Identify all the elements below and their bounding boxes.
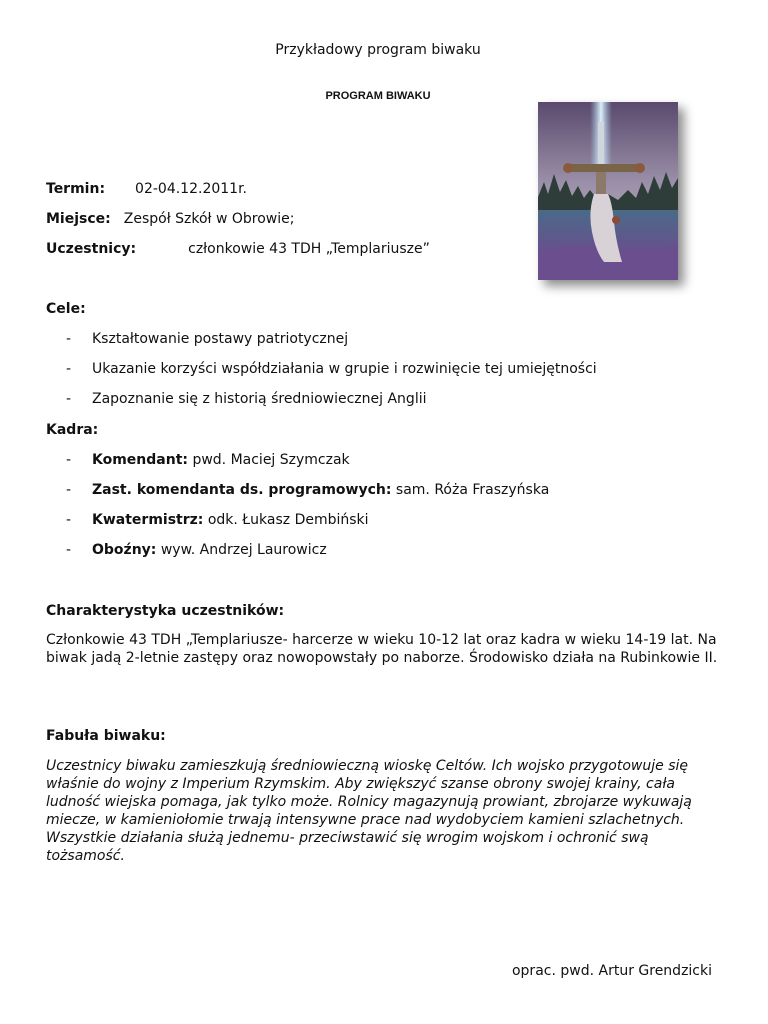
uczestnicy-label: Uczestnicy: [46, 241, 137, 257]
bullet-dash: - [66, 361, 72, 377]
kadra-role: Oboźny: [92, 542, 157, 558]
cele-item [66, 390, 426, 408]
kadra-item [66, 541, 327, 559]
kadra-person: sam. Róża Fraszyńska [395, 482, 550, 498]
kadra-item [66, 511, 369, 529]
fabula-text: Uczestnicy biwaku zamieszkują średniowieczną wioskę Celtów. Ich wojsko przygotowuje się właśnie do wojny z Imperium Rzymskim. Aby zwiększyć szanse obrony swojej krainy, cała ludność wiejska pomaga, jak tylko może. Rolnicy magazynują prowiant, zbrojarze wykuwają miecze, w kamieniołomie trwają intensywne prace nad wydobyciem kamieni szlachetnych. Wszystkie działania służą jednemu- przeciwstawić się wrogim wojskom i ochronić swą tożsamość. [46, 758, 692, 864]
kadra-item [66, 481, 549, 499]
charakterystyka-text: Członkowie 43 TDH „Templariusze- harcerze w wieku 10-12 lat oraz kadra w wieku 14-19 lat. Na biwak jadą 2-letnie zastępy oraz nowopowstały po naborze. Środowisko działa na Rubinkowie II. [46, 632, 718, 666]
kadra-person: odk. Łukasz Dembiński [207, 512, 369, 528]
author-signature: oprac. pwd. Artur Grendzicki [511, 963, 712, 979]
cele-item [66, 360, 597, 378]
kadra-person: wyw. Andrzej Laurowicz [160, 542, 327, 558]
kadra-item [66, 451, 350, 469]
bullet-dash: - [66, 331, 72, 347]
sword-lake-image [538, 102, 678, 280]
uczestnicy-value: członkowie 43 TDH „Templariusze” [188, 241, 430, 257]
termin-label: Termin: [46, 181, 106, 197]
cele-item-text: Zapoznanie się z historią średniowiecznej Anglii [92, 391, 427, 407]
kadra-person: pwd. Maciej Szymczak [192, 452, 350, 468]
cele-heading: Cele: [46, 301, 86, 317]
page-header-title: Przykładowy program biwaku [275, 42, 481, 58]
cele-item-text: Ukazanie korzyści współdziałania w grupie i rozwinięcie tej umiejętności [92, 361, 597, 377]
document-title: PROGRAM BIWAKU [325, 90, 431, 102]
cele-item [66, 330, 348, 348]
miejsce-row [46, 210, 294, 228]
charakterystyka-heading: Charakterystyka uczestników: [46, 603, 285, 619]
kadra-heading: Kadra: [46, 422, 99, 438]
bullet-dash: - [66, 542, 72, 558]
kadra-role: Kwatermistrz: [92, 512, 204, 528]
kadra-role: Zast. komendanta ds. programowych: [92, 482, 392, 498]
termin-value: 02-04.12.2011r. [135, 181, 247, 197]
bullet-dash: - [66, 391, 72, 407]
fabula-heading: Fabuła biwaku: [46, 728, 166, 744]
sword-illustration [538, 102, 678, 280]
termin-row [46, 180, 247, 198]
miejsce-value: Zespół Szkół w Obrowie; [123, 211, 295, 227]
cele-item-text: Kształtowanie postawy patriotycznej [92, 331, 349, 347]
bullet-dash: - [66, 512, 72, 528]
miejsce-label: Miejsce: [46, 211, 111, 227]
bullet-dash: - [66, 452, 72, 468]
kadra-role: Komendant: [92, 452, 188, 468]
bullet-dash: - [66, 482, 72, 498]
uczestnicy-row [46, 240, 430, 258]
